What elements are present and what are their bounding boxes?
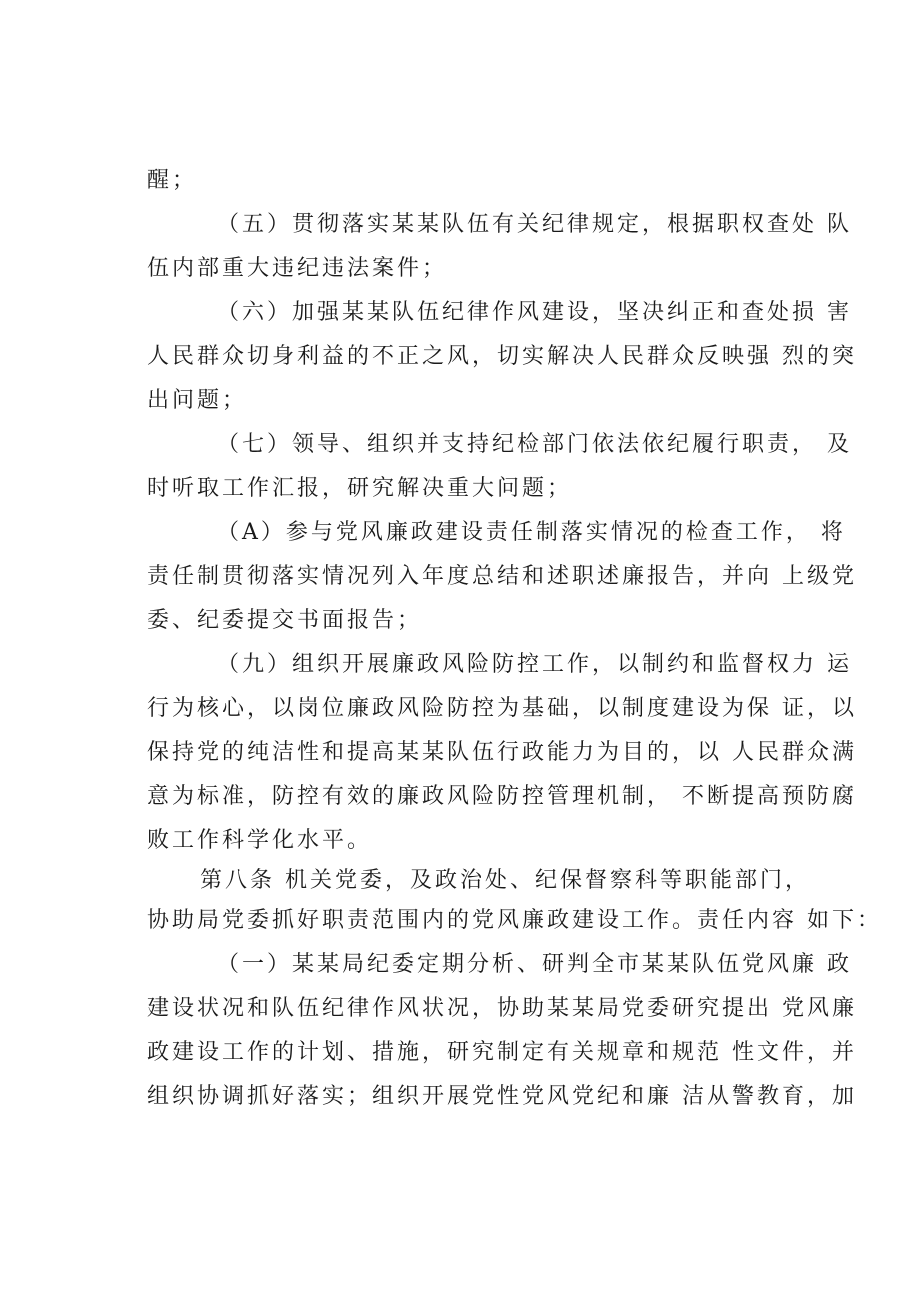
text-line: （六）加强某某队伍纪律作风建设，坚决纠正和查处损 害 xyxy=(217,300,852,325)
text-line: 意为标准，防控有效的廉政风险防控管理机制， 不断提高预防腐 xyxy=(147,784,857,809)
text-line: （A）参与党风廉政建设责任制落实情况的检查工作， 将 xyxy=(217,520,846,545)
article-heading-line: 第八条 机关党委，及政治处、纪保督察科等职能部门， xyxy=(200,868,810,893)
text-line: 责任制贯彻落实情况列入年度总结和述职述廉报告，并向 上级党 xyxy=(147,564,857,589)
text-line: 醒； xyxy=(147,168,198,193)
text-line: （一）某某局纪委定期分析、研判全市某某队伍党风廉 政 xyxy=(217,952,852,977)
text-line: 时听取工作汇报，研究解决重大问题； xyxy=(147,476,573,501)
text-line: 人民群众切身利益的不正之风，切实解决人民群众反映强 烈的突 xyxy=(147,344,857,369)
text-line: 协助局党委抓好职责范围内的党风廉政建设工作。责任内容 如下： xyxy=(147,908,882,933)
text-line: （九）组织开展廉政风险防控工作，以制约和监督权力 运 xyxy=(217,652,852,677)
text-line: （五）贯彻落实某某队伍有关纪律规定，根据职权查处 队 xyxy=(217,212,852,237)
text-line: 政建设工作的计划、措施，研究制定有关规章和规范 性文件，并 xyxy=(147,1040,857,1065)
text-line: 保持党的纯洁性和提高某某队伍行政能力为目的，以 人民群众满 xyxy=(147,740,857,765)
text-line: 败工作科学化水平。 xyxy=(147,828,373,853)
text-line: 伍内部重大违纪违法案件； xyxy=(147,256,448,281)
text-line: 行为核心，以岗位廉政风险防控为基础，以制度建设为保 证，以 xyxy=(147,696,857,721)
text-line: 建设状况和队伍纪律作风状况，协助某某局党委研究提出 党风廉 xyxy=(147,996,857,1021)
text-line: 委、纪委提交书面报告； xyxy=(147,608,423,633)
text-line: 出问题； xyxy=(147,388,248,413)
text-line: 组织协调抓好落实；组织开展党性党风党纪和廉 洁从警教育，加 xyxy=(147,1084,857,1109)
text-line: （七）领导、组织并支持纪检部门依法依纪履行职责， 及 xyxy=(217,432,852,457)
